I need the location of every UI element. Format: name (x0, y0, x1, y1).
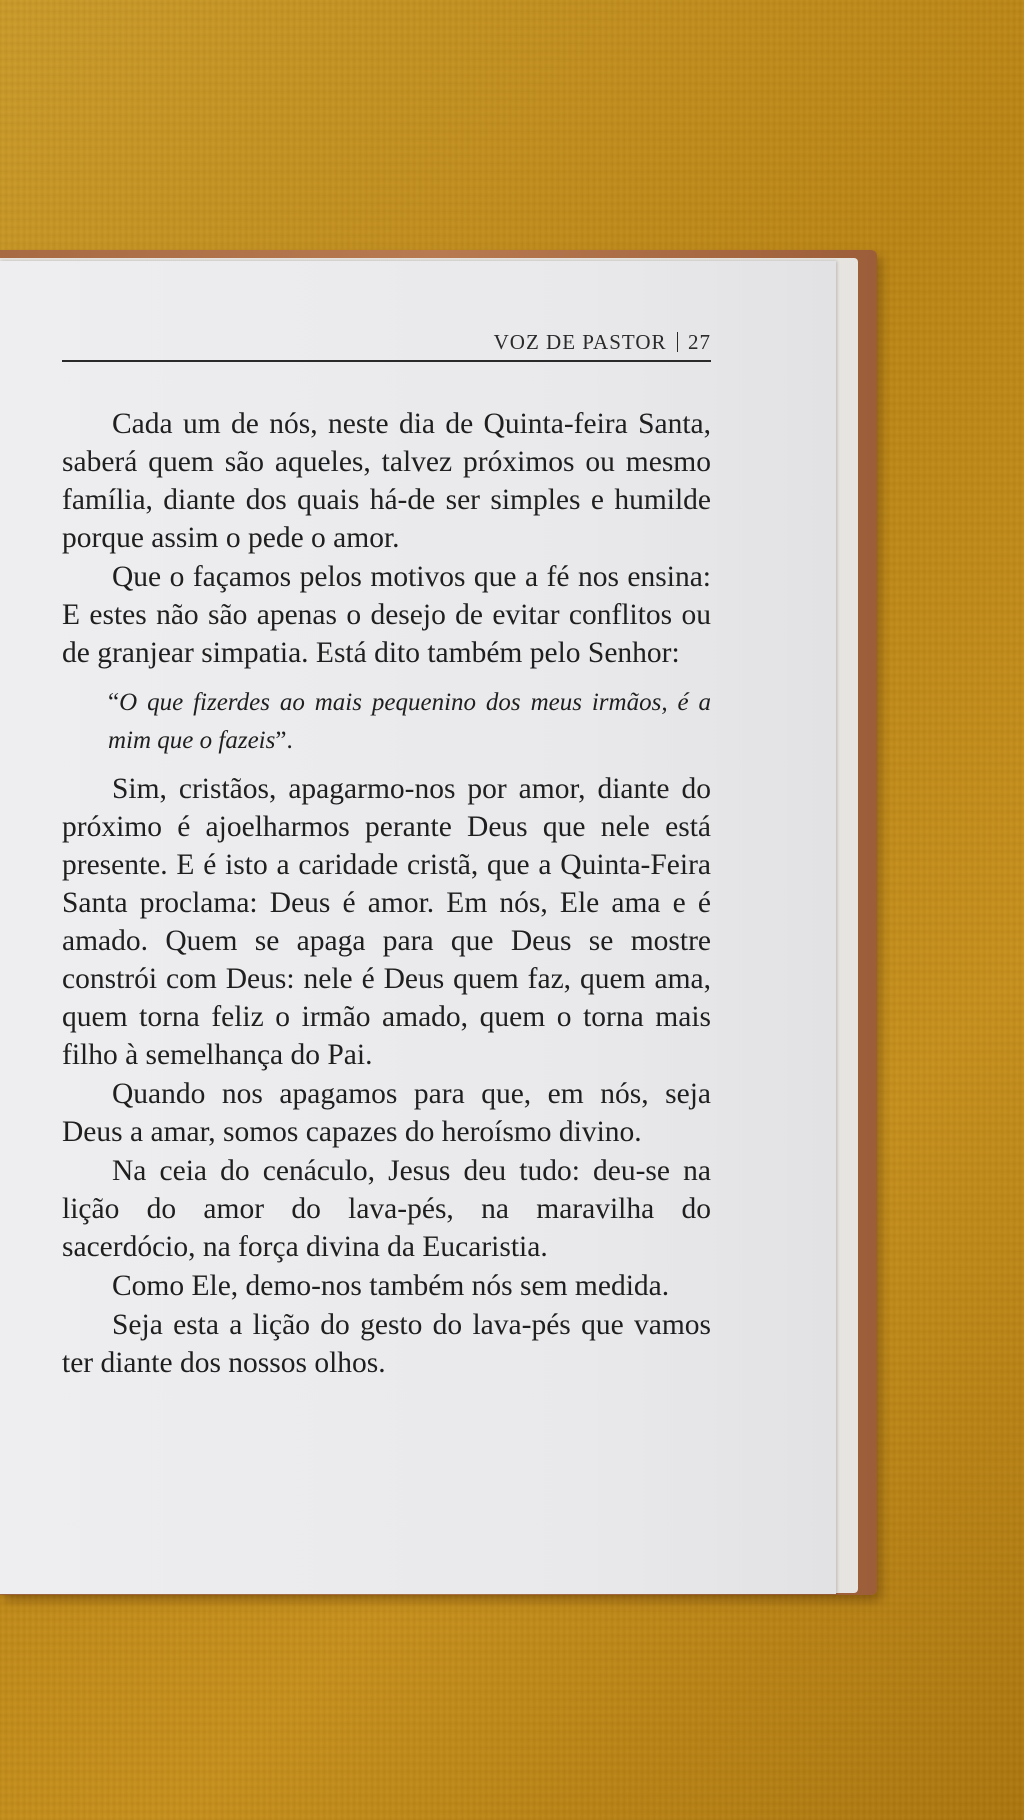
scripture-quote (62, 684, 711, 760)
paragraph: Quando nos apagamos para que, em nós, seja Deus a amar, somos capazes do heroísmo divino. (62, 1078, 711, 1148)
paragraph: Na ceia do cenáculo, Jesus deu tudo: deu-se na lição do amor do lava-pés, na maravilha do sacerdócio, na força divina da Eucaristia. (62, 1155, 711, 1263)
quote-open-mark: “ (108, 689, 120, 716)
paragraph: Seja esta a lição do gesto do lava-pés que vamos ter diante dos nossos olhos. (62, 1309, 711, 1379)
running-head-separator (677, 332, 679, 352)
page-number: 27 (688, 330, 711, 354)
header-rule (62, 360, 711, 362)
paragraph: Cada um de nós, neste dia de Quinta-feira Santa, saberá quem são aqueles, talvez próximos ou mesmo família, diante dos quais há-de ser simples e humilde porque assim o pede o amor. (62, 408, 711, 554)
quote-close-mark: ”. (275, 727, 293, 754)
paragraph: Que o façamos pelos motivos que a fé nos ensina: E estes não são apenas o desejo de evitar conflitos ou de granjear simpatia. Está dito também pelo Senhor: (62, 561, 711, 669)
running-head (494, 330, 711, 355)
running-head-title: VOZ DE PASTOR (493, 330, 667, 354)
paragraph: Como Ele, demo-nos também nós sem medida. (112, 1270, 670, 1302)
paragraph: Sim, cristãos, apagarmo-nos por amor, diante do próximo é ajoelharmos perante Deus que nele está presente. E é isto a caridade cristã, que a Quinta-Feira Santa proclama: Deus é amor. Em nós, Ele ama e é amado. Quem se apaga para que Deus se mostre constrói com Deus: nele é Deus quem faz, quem ama, quem torna feliz o irmão amado, quem o torna mais filho à semelhança do Pai. (62, 773, 711, 1071)
body-text (62, 405, 711, 1383)
quote-text: O que fizerdes ao mais pequenino dos meus irmãos, é a mim que o fazeis (108, 689, 711, 754)
